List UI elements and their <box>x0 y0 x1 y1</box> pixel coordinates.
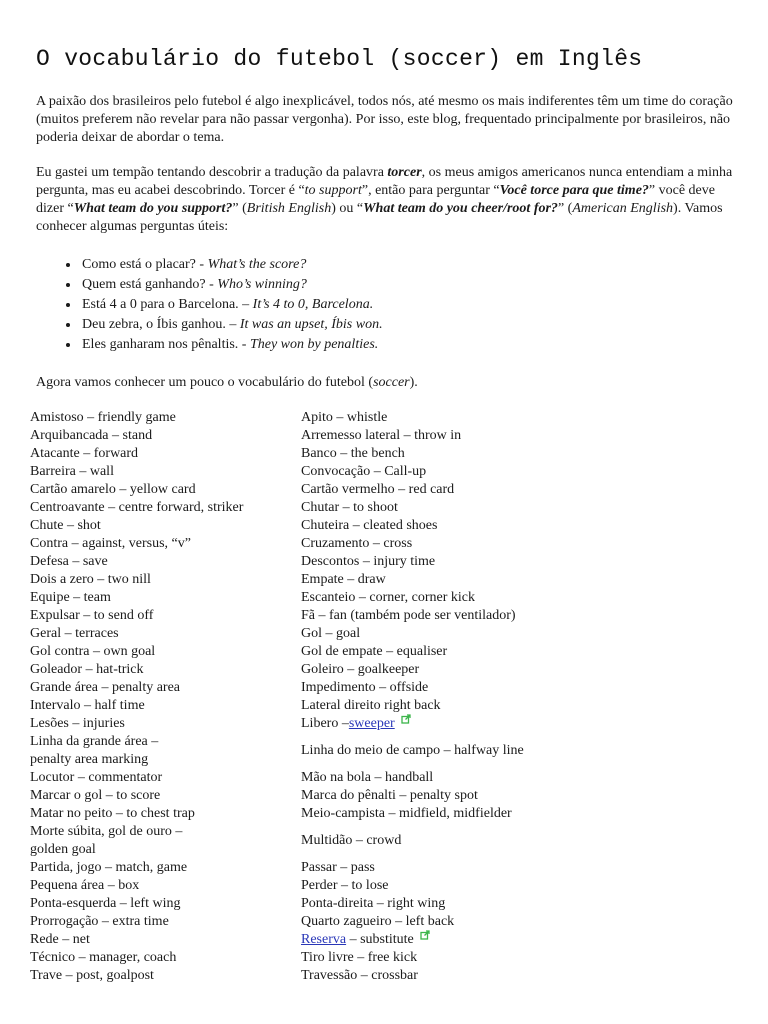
external-link-icon[interactable] <box>401 714 411 724</box>
vocab-item: Equipe – team <box>30 590 111 605</box>
vocab-item: Pequena área – box <box>30 878 140 893</box>
vocab-item: Tiro livre – free kick <box>301 950 418 965</box>
intro-paragraph-1: A paixão dos brasileiros pelo futebol é algo inexplicável, todos nós, até mesmo os mais indiferentes têm um time do coração (muitos preferem não revelar para não passar vergonha). Por isso, este blog, frequentado principalmente por brasileiros, não poderia deixar de abordar o tema. <box>36 94 733 145</box>
vocab-item: Marca do pênalti – penalty spot <box>301 788 478 803</box>
vocab-item: Arremesso lateral – throw in <box>301 428 462 443</box>
vocab-item: Linha do meio de campo – halfway line <box>301 743 524 758</box>
vocab-item: Rede – net <box>30 932 90 947</box>
vocab-item: Banco – the bench <box>301 446 405 461</box>
vocab-item: Apito – whistle <box>301 410 388 425</box>
vocab-item: Grande área – penalty area <box>30 680 181 695</box>
vocab-item: Dois a zero – two nill <box>30 572 151 587</box>
vocab-item: Libero – sweeper <box>301 715 601 733</box>
vocab-item: Descontos – injury time <box>301 554 436 569</box>
vocab-item: Contra – against, versus, “v” <box>30 536 191 551</box>
vocab-item: Lateral direito right back <box>301 698 441 713</box>
vocab-item: Impedimento – offside <box>301 680 429 695</box>
vocab-item: Trave – post, goalpost <box>30 968 154 983</box>
vocab-item: Expulsar – to send off <box>30 608 154 623</box>
vocab-item: Cartão vermelho – red card <box>301 482 455 497</box>
vocab-item: Arquibancada – stand <box>30 428 153 443</box>
vocab-item: Chute – shot <box>30 518 101 533</box>
list-item: • Está 4 a 0 para o Barcelona. – It’s 4 to 0, Barcelona. <box>80 295 760 315</box>
vocab-item: Matar no peito – to chest trap <box>30 806 195 821</box>
sweeper-link[interactable]: sweeper <box>348 716 395 731</box>
list-item: • Deu zebra, o Íbis ganhou. – It was an upset, Íbis won. <box>80 315 760 335</box>
vocab-item: Locutor – commentator <box>30 770 163 785</box>
vocab-item: Multidão – crowd <box>301 833 402 848</box>
vocab-item: Quarto zagueiro – left back <box>301 914 455 929</box>
vocab-item: Morte súbita, gol de ouro – golden goal <box>30 824 183 857</box>
vocabulary-intro: Agora vamos conhecer um pouco o vocabulário do futebol (soccer). <box>36 375 418 390</box>
vocab-item: Chuteira – cleated shoes <box>301 518 438 533</box>
vocab-item: Goleiro – goalkeeper <box>301 662 420 677</box>
vocab-item: Passar – pass <box>301 860 375 875</box>
vocab-item: Reserva – substitute <box>301 931 601 949</box>
vocab-item: Defesa – save <box>30 554 108 569</box>
list-item: • Eles ganharam nos pênaltis. - They won by penalties. <box>80 335 760 355</box>
intro-paragraph-2: Eu gastei um tempão tentando descobrir a tradução da palavra torcer, os meus amigos americanos nunca entendiam a minha pergunta, mas eu acabei descobrindo. Torcer é “to support”, então para perguntar “Você torce para que time?” você deve dizer “What team do you support?” (British English) ou “What team do you cheer/root for?” (American English). Vamos conhecer algumas perguntas úteis: <box>36 165 733 234</box>
vocab-item: Atacante – forward <box>30 446 139 461</box>
vocab-item: Ponta-direita – right wing <box>301 896 446 911</box>
vocab-item: Partida, jogo – match, game <box>30 860 188 875</box>
vocabulary-column-right <box>301 409 601 985</box>
vocab-item: Barreira – wall <box>30 464 114 479</box>
vocab-item: Mão na bola – handball <box>301 770 434 785</box>
vocab-item: Travessão – crossbar <box>301 968 418 983</box>
reserva-link[interactable]: Reserva <box>301 932 347 947</box>
vocab-item: Cruzamento – cross <box>301 536 413 551</box>
vocab-item: Prorrogação – extra time <box>30 914 169 929</box>
vocab-item: Amistoso – friendly game <box>30 410 176 425</box>
vocab-item: Geral – terraces <box>30 626 119 641</box>
vocab-item: Chutar – to shoot <box>301 500 398 515</box>
vocab-item: Goleador – hat-trick <box>30 662 144 677</box>
vocab-item: Centroavante – centre forward, striker <box>30 500 244 515</box>
vocab-item: Perder – to lose <box>301 878 389 893</box>
vocab-item: Técnico – manager, coach <box>30 950 177 965</box>
list-item: • Como está o placar? - What’s the score? <box>80 255 760 275</box>
list-item: • Quem está ganhando? - Who’s winning? <box>80 275 760 295</box>
vocab-item: Gol de empate – equaliser <box>301 644 448 659</box>
vocab-item: Fã – fan (também pode ser ventilador) <box>301 608 516 623</box>
vocab-item: Cartão amarelo – yellow card <box>30 482 196 497</box>
vocab-item: Ponta-esquerda – left wing <box>30 896 181 911</box>
vocab-item: Linha da grande área – penalty area marking <box>30 734 159 767</box>
vocab-item: Convocação – Call-up <box>301 464 427 479</box>
page-title: O vocabulário do futebol (soccer) em Inglês <box>36 46 643 72</box>
vocab-item: Marcar o gol – to score <box>30 788 161 803</box>
vocab-item: Gol contra – own goal <box>30 644 156 659</box>
vocab-item: Gol – goal <box>301 626 361 641</box>
vocab-item: Empate – draw <box>301 572 386 587</box>
vocab-item: Lesões – injuries <box>30 716 125 731</box>
vocab-item: Intervalo – half time <box>30 698 145 713</box>
vocabulary-column-left <box>30 409 292 985</box>
useful-questions-list <box>36 255 760 355</box>
vocab-item: Escanteio – corner, corner kick <box>301 590 475 605</box>
vocab-item: Meio-campista – midfield, midfielder <box>301 806 512 821</box>
external-link-icon[interactable] <box>420 930 430 940</box>
